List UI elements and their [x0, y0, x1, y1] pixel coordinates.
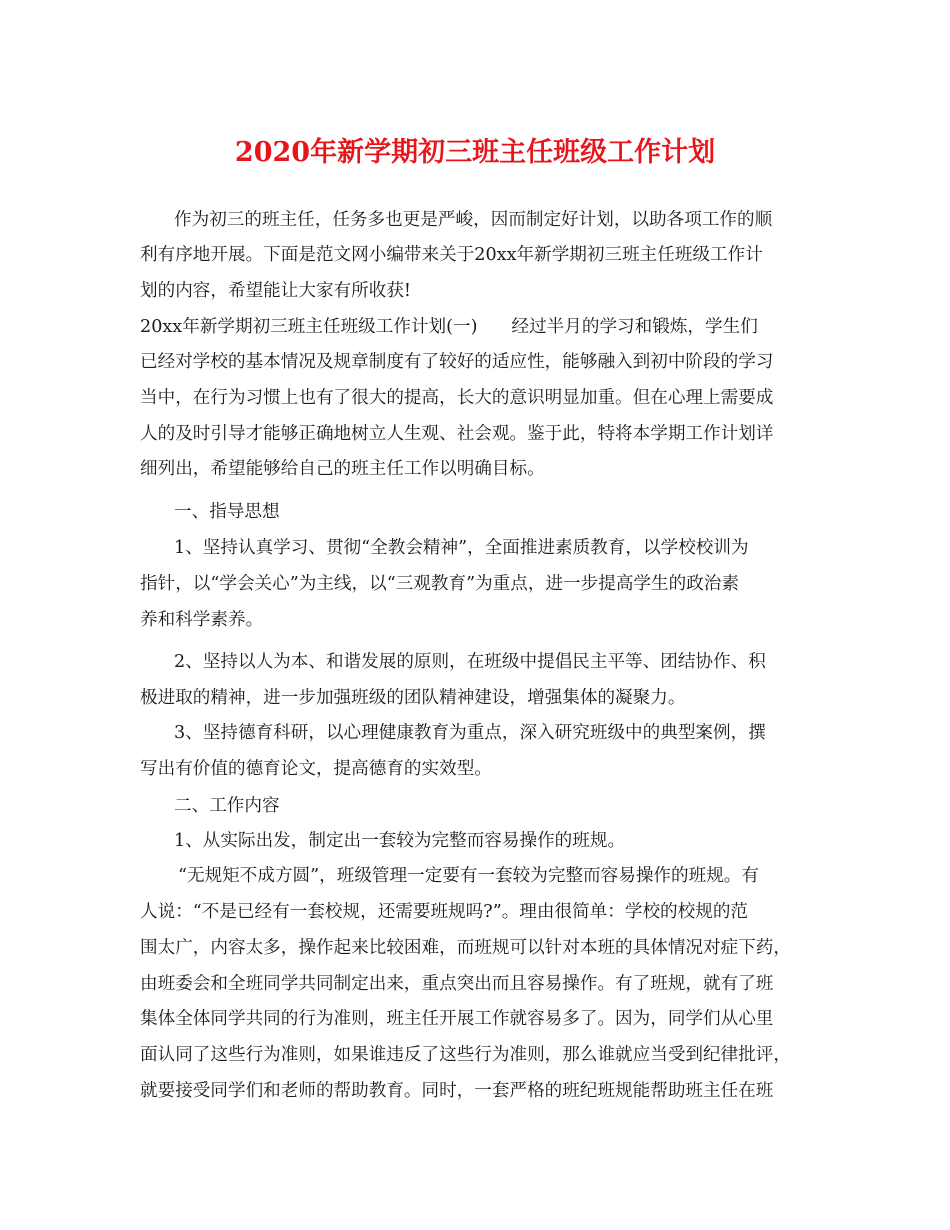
paragraph-line: 写出有价值的德育论文，提高德育的实效型。: [140, 759, 492, 779]
paragraph-line: 由班委会和全班同学共同制定出来，重点突出而且容易操作。有了班规，就有了班: [140, 974, 774, 994]
paragraph-line: 利有序地开展。下面是范文网小编带来关于20xx年新学期初三班主任班级工作计: [140, 245, 763, 265]
paragraph-line: 1、从实际出发，制定出一套较为完整而容易操作的班规。: [174, 831, 626, 851]
paragraph-line: 就要接受同学们和老师的帮助教育。同时，一套严格的班纪班规能帮助班主任在班: [140, 1081, 774, 1101]
paragraph-line: 集体全体同学共同的行为准则，班主任开展工作就容易多了。因为，同学们从心里: [140, 1009, 774, 1029]
paragraph-line: 人说：“不是已经有一套校规，还需要班规吗?”。理由很简单：学校的校规的范: [140, 902, 749, 922]
paragraph-text: 经过半月的学习和锻炼，学生们: [511, 317, 758, 337]
paragraph-line: 养和科学素养。: [140, 610, 264, 630]
paragraph-line: 细列出，希望能够给自己的班主任工作以明确目标。: [140, 459, 545, 479]
document-title: 2020年新学期初三班主任班级工作计划: [234, 137, 716, 168]
paragraph-line: 作为初三的班主任，任务多也更是严峻，因而制定好计划，以助各项工作的顺: [174, 210, 773, 230]
paragraph-line: 围太广，内容太多，操作起来比较困难，而班规可以针对本班的具体情况对症下药，: [140, 938, 791, 958]
paragraph-line: 面认同了这些行为准则，如果谁违反了这些行为准则，那么谁就应当受到纪律批评，: [140, 1045, 791, 1065]
paragraph-line: 2、坚持以人为本、和谐发展的原则，在班级中提倡民主平等、团结协作、积: [174, 652, 766, 672]
paragraph-line: 3、坚持德育科研，以心理健康教育为重点，深入研究班级中的典型案例，撰: [174, 723, 766, 743]
section-heading: 二、工作内容: [174, 796, 280, 816]
paragraph-line: 已经对学校的基本情况及规章制度有了较好的适应性，能够融入到初中阶段的学习: [140, 352, 774, 372]
paragraph-line: 划的内容，希望能让大家有所收获!: [140, 281, 411, 301]
paragraph-line: 极进取的精神，进一步加强班级的团队精神建设，增强集体的凝聚力。: [140, 688, 686, 708]
section-heading-line: [140, 315, 758, 339]
section-heading: 一、指导思想: [174, 502, 280, 522]
section-heading: 20xx年新学期初三班主任班级工作计划(一): [140, 317, 478, 337]
paragraph-line: 人的及时引导才能够正确地树立人生观、社会观。鉴于此，特将本学期工作计划详: [140, 424, 774, 444]
paragraph-line: 指针，以“学会关心”为主线，以“三观教育”为重点，进一步提高学生的政治素: [140, 574, 739, 594]
paragraph-line: 1、坚持认真学习、贯彻“全教会精神”，全面推进素质教育，以学校校训为: [174, 538, 749, 558]
paragraph-line: “无规矩不成方圆”，班级管理一定要有一套较为完整而容易操作的班规。有: [178, 866, 759, 886]
paragraph-line: 当中，在行为习惯上也有了很大的提高，长大的意识明显加重。但在心理上需要成: [140, 388, 774, 408]
